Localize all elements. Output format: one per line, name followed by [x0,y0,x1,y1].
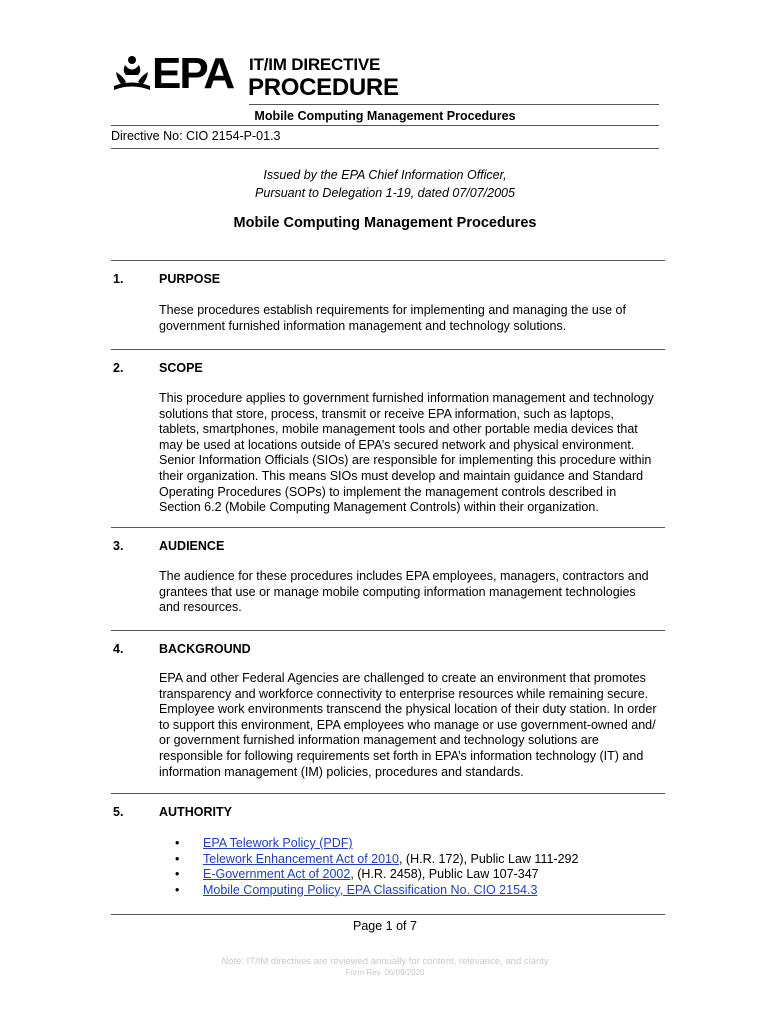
list-item [175,836,578,852]
epa-logo [111,52,241,94]
svg-text:EPA: EPA [152,52,234,94]
list-item [175,852,578,868]
section-heading-background: BACKGROUND [159,642,251,656]
section-number: 1. [113,272,124,286]
section-heading-authority: AUTHORITY [159,805,232,819]
footer-rule [111,914,665,915]
citation-text: , (H.R. 172), Public Law 111-292 [398,851,579,866]
body-line: This procedure applies to government furnished information management and technology [159,391,654,405]
body-line: Employee work environments transcend the physical location of their duty station. In order [159,702,657,717]
link-mobile-computing-policy[interactable]: Mobile Computing Policy, EPA Classification No. CIO 2154.3 [203,882,538,897]
bullet-icon: • [175,882,180,897]
procedure-label: PROCEDURE [248,74,399,101]
footer-note-text: IT/IM directives are reviewed annually for content, relevance, and clarity [244,956,549,967]
body-line: These procedures establish requirements for implementing and managing the use of [159,303,626,317]
body-line: solutions that store, process, transmit or receive EPA information, such as laptops, [159,406,614,421]
section-rule [111,630,665,631]
list-item [175,883,578,899]
section-rule [111,527,665,528]
link-e-government-act[interactable]: E-Government Act of 2002 [203,867,351,882]
section-number: 4. [113,642,124,656]
epa-seal-icon [114,56,150,90]
footer-note-label: Note: [221,956,245,967]
bullet-icon: • [175,867,180,882]
body-line: to support this environment, EPA employees who manage or use government-owned and/ [159,717,656,732]
body-line: or government furnished information management and technology solutions are [159,733,599,748]
section-heading-scope: SCOPE [159,361,203,375]
footer-note [0,956,770,967]
directive-number: Directive No: CIO 2154-P-01.3 [111,129,281,143]
body-line: responsible for following requirements set forth in EPA’s information technology (IT) and [159,748,644,763]
body-line: transparency and workforce connectivity to enterprise resources while remaining secure. [159,686,649,701]
directive-rule [111,148,659,149]
header-subtitle: Mobile Computing Management Procedures [254,109,516,123]
issued-line-2: Pursuant to Delegation 1-19, dated 07/07/2005 [255,186,515,200]
document-title: Mobile Computing Management Procedures [233,215,537,231]
subtitle-rule [111,125,659,126]
bullet-icon: • [175,836,180,850]
body-line: Section 6.2 (Mobile Computing Management Controls) within their organization. [159,500,599,515]
section-rule [111,793,665,794]
body-line: grantees that use or manage mobile computing information management technologies [159,584,636,599]
section-number: 5. [113,805,124,819]
body-line: government furnished information management and technology solutions. [159,318,567,333]
link-telework-enhancement-act[interactable]: Telework Enhancement Act of 2010 [203,851,399,866]
section-number: 3. [113,539,124,553]
issued-statement [0,166,770,202]
section-body-background [159,671,669,780]
body-line: Operating Procedures (SOPs) to implement the management controls described in [159,484,617,499]
body-line: information management (IM) policies, procedures and standards. [159,764,524,779]
body-line: tablets, smartphones, mobile management tools and other portable media devices that [159,422,638,437]
section-number: 2. [113,361,124,375]
authority-list [175,836,578,898]
header-rule [249,104,659,105]
section-heading-purpose: PURPOSE [159,272,221,286]
directive-type-label: IT/IM DIRECTIVE [249,55,381,74]
link-epa-telework-policy[interactable]: EPA Telework Policy (PDF) [203,836,353,850]
section-body-purpose [159,303,669,334]
section-heading-audience: AUDIENCE [159,539,225,553]
body-line: Senior Information Officials (SIOs) are responsible for implementing this procedure within [159,453,652,468]
page-number: Page 1 of 7 [353,919,417,933]
citation-text: , (H.R. 2458), Public Law 107-347 [350,867,539,882]
body-line: and resources. [159,600,242,615]
issued-line-1: Issued by the EPA Chief Information Officer, [263,168,507,182]
section-rule [111,349,665,350]
body-line: EPA and other Federal Agencies are challenged to create an environment that promotes [159,671,646,685]
list-item [175,867,578,883]
body-line: their organization. This means SIOs must develop and maintain guidance and Standard [159,468,644,483]
bullet-icon: • [175,851,180,866]
section-body-audience [159,569,669,616]
body-line: The audience for these procedures includes EPA employees, managers, contractors and [159,569,649,583]
body-line: may be used at locations outside of EPA’s secured network and physical environment. [159,437,635,452]
section-body-scope [159,391,669,516]
section-rule [111,260,665,261]
form-revision: Form Rev. 06/09/2020 [345,968,425,977]
